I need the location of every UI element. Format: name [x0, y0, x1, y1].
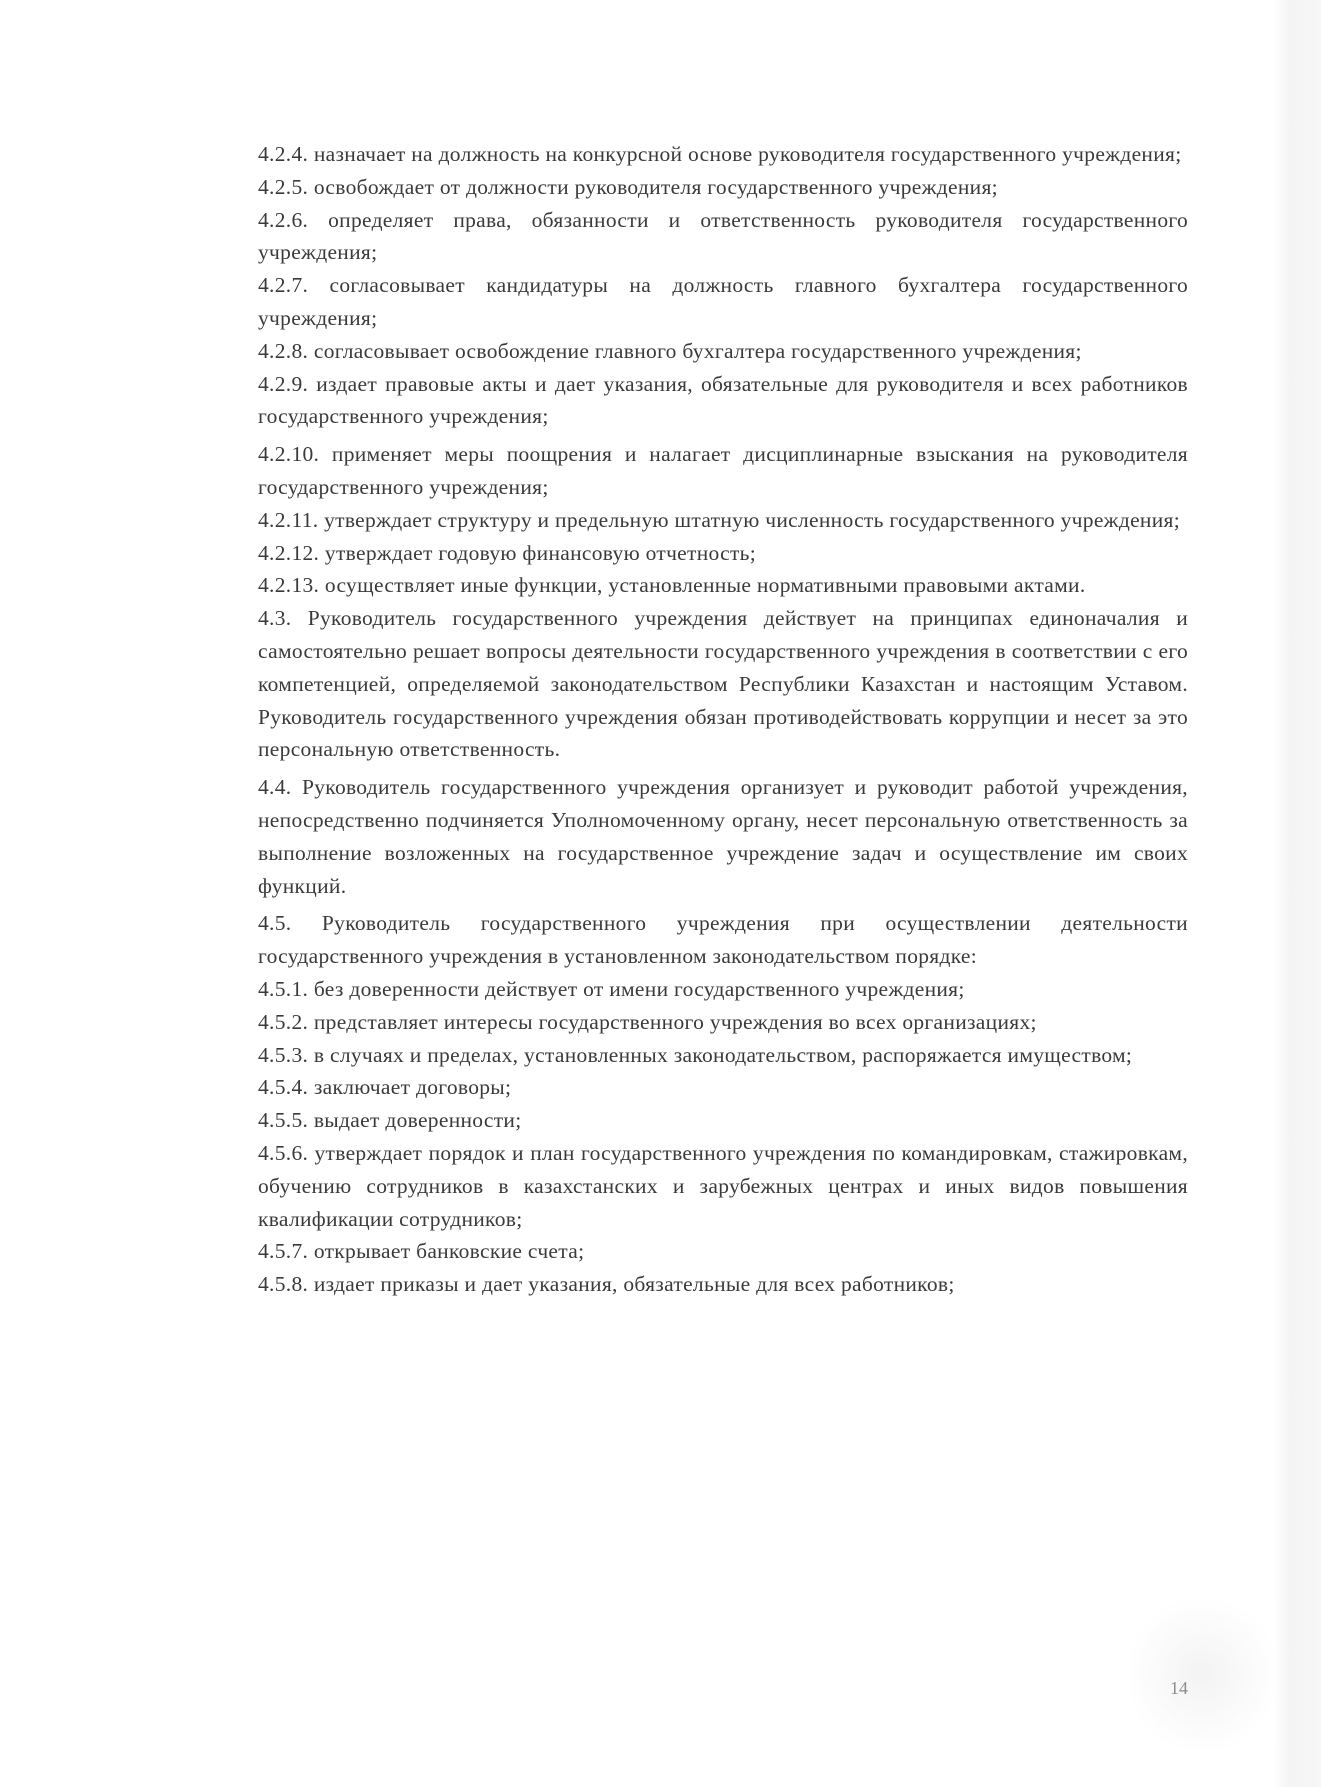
- paragraph-4-5-8: 4.5.8. издает приказы и дает указания, обязательные для всех работников;: [258, 1272, 955, 1297]
- paragraph-4-2-4: 4.2.4. назначает на должность на конкурсной основе руководителя государственного учреждения;: [258, 142, 1182, 166]
- paragraph-4-2-10: 4.2.10. применяет меры поощрения и налагает дисциплинарные взыскания на руководителя государственного учреждения;: [258, 442, 1188, 499]
- paragraph-4-5-3: 4.5.3. в случаях и пределах, установленных законодательством, распоряжается имуществом;: [258, 1042, 1133, 1067]
- paragraph-4-2-13: 4.2.13. осуществляет иные функции, установленные нормативными правовыми актами.: [258, 573, 1086, 598]
- paragraph-4-5-2: 4.5.2. представляет интересы государственного учреждения во всех организациях;: [258, 1009, 1037, 1034]
- paragraph-4-5-6: 4.5.6. утверждает порядок и план государственного учреждения по командировкам, стажировкам, обучению сотрудников в казахстанских и зарубежных центрах и иных видов повышения квалификации сотрудников;: [258, 1140, 1188, 1231]
- paragraph-4-5-5: 4.5.5. выдает доверенности;: [258, 1108, 522, 1133]
- paragraph-4-2-7: 4.2.7. согласовывает кандидатуры на должность главного бухгалтера государственного учреждения;: [258, 273, 1188, 330]
- paragraph-4-4: 4.4. Руководитель государственного учреждения организует и руководит работой учреждения, непосредственно подчиняется Уполномоченному органу, несет персональную ответственность за выполнение возложенных на государственное учреждение задач и осуществление им своих функций.: [258, 775, 1188, 898]
- paragraph-4-5-7: 4.5.7. открывает банковские счета;: [258, 1239, 585, 1264]
- page-number: 14: [1170, 1678, 1188, 1698]
- scan-edge-shadow: [1273, 0, 1321, 1787]
- paragraph-4-5-1: 4.5.1. без доверенности действует от имени государственного учреждения;: [258, 976, 965, 1001]
- paragraph-4-2-12: 4.2.12. утверждает годовую финансовую отчетность;: [258, 540, 757, 565]
- paragraph-4-2-9: 4.2.9. издает правовые акты и дает указания, обязательные для руководителя и всех работников государственного учреждения;: [258, 371, 1188, 429]
- document-body: [258, 138, 1188, 1301]
- scan-shadow: [1130, 1600, 1275, 1750]
- paragraph-4-2-5: 4.2.5. освобождает от должности руководителя государственного учреждения;: [258, 174, 998, 199]
- paragraph-4-3: 4.3. Руководитель государственного учреждения действует на принципах единоначалия и самостоятельно решает вопросы деятельности государственного учреждения в соответствии с его компетенцией, определяемой законодательством Республики Казахстан и настоящим Уставом. Руководитель государственного учреждения обязан противодействовать коррупции и несет за это персональную ответственность.: [258, 606, 1188, 762]
- paragraph-4-2-6: 4.2.6. определяет права, обязанности и ответственность руководителя государственного учреждения;: [258, 207, 1188, 265]
- paragraph-4-2-11: 4.2.11. утверждает структуру и предельную штатную численность государственного учреждения;: [258, 507, 1180, 532]
- paragraph-4-5: 4.5. Руководитель государственного учреждения при осуществлении деятельности государственного учреждения в установленном законодательством порядке:: [258, 911, 1188, 969]
- paragraph-4-2-8: 4.2.8. согласовывает освобождение главного бухгалтера государственного учреждения;: [258, 338, 1082, 363]
- paragraph-4-5-4: 4.5.4. заключает договоры;: [258, 1075, 512, 1100]
